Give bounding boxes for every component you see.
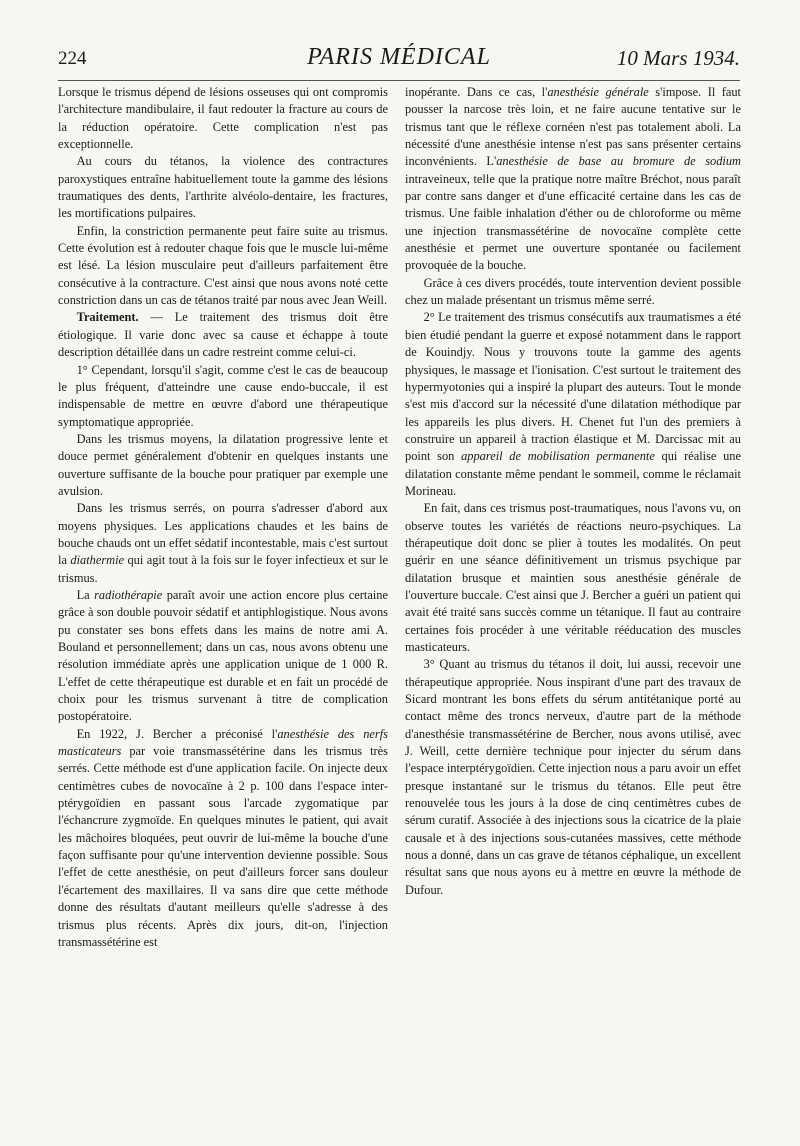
paragraph: Traitement. — Le traitement des trismus doit être étiologique. Il varie donc avec sa cause et échappe à toute description détaillée dans un cadre restreint comme celui-ci. (58, 310, 388, 360)
emphasis: anesthésie générale (547, 85, 649, 99)
running-header (58, 44, 740, 81)
emphasis: diathermie (70, 553, 125, 568)
issue-date: 10 Mars 1934. (616, 46, 740, 70)
emphasis: anesthésie de base au bromure de sodium (496, 154, 741, 169)
paragraph: En fait, dans ces trismus post-traumatiques, nous l'avons vu, on observe toutes les variétés de réactions neuro-psychiques. La thérapeutique doit donc se plier à toutes les modalités. On peut guérir en une séance définitivement un trismus psychique par dilatation brusque et maintien sous anesthésie générale de l'ouverture buccale. C'est ainsi que J. Bercher a guéri un patient qui avait été traité sans succès comme un tétanique. Il faut au contraire certaines fois procéder à une véritable rééducation des muscles masticateurs. (405, 501, 741, 654)
page-number: 224 (58, 48, 87, 69)
paragraph: Au cours du tétanos, la violence des contractures paroxystiques entraîne habituellement toute la gamme des lésions traumatiques des dents, l'arthrite alvéolo-dentaire, les fractures, les mortifications pulpaires. (58, 154, 388, 221)
right-column (405, 84, 741, 899)
section-heading-traitement: Traitement. (76, 310, 139, 325)
emphasis: appareil de mobilisation permanente (461, 449, 655, 464)
paragraph: Dans les trismus moyens, la dilatation progressive lente et douce permet généralement d'obtenir en quelques instants une ouverture suffisante de la bouche pour pratiquer par exemple une avulsion. (58, 431, 388, 498)
left-column (58, 84, 388, 951)
paragraph: Lorsque le trismus dépend de lésions osseuses qui ont compromis l'architecture mandibulaire, il faut redouter la fracture au cours de la réduction opératoire. Cette complication n'est pas exceptionnelle. (58, 85, 388, 152)
paragraph: Enfin, la constriction permanente peut faire suite au trismus. Cette évolution est à redouter chaque fois que le muscle lui-même est lésé. La lésion musculaire peut d'ailleurs parfaitement être consécutive à la contracture. C'est ainsi que nous avons noté cette constriction dans un cas de tétanos traité par nous avec Jean Weill. (58, 223, 388, 308)
emphasis: anesthésie des nerfs masticateurs (58, 726, 389, 759)
paragraph: Grâce à ces divers procédés, toute intervention devient possible chez un malade présentant un trismus même serré. (405, 275, 741, 308)
paragraph: 3° Quant au trismus du tétanos il doit, lui aussi, recevoir une thérapeutique appropriée. Nous inspirant d'une part des travaux de Sicard montrant les bons effets du sérum antitétanique porté au contact même des troncs nerveux, d'autre part de la méthode d'anesthésie transmassétérine de Bercher, nous avons utilisé, avec J. Weill, cette dernière technique pour injecter du sérum dans l'espace interptérygoïdien. Cette injection nous a paru avoir un effet presque instantané sur le trismus du tétanos. Elle peut être renouvelée tous les jours à la dose de cinq centimètres cubes de sérum curatif. Associée à des injections sous la cicatrice de la plaie causale et à des injections sous-cutanées massives, cette méthode nous a donné, dans un cas grave de tétanos céphalique, un excellent résultat sans que nous ayons eu à mettre en œuvre la méthode de Dufour. (405, 657, 741, 897)
paragraph: 1° Cependant, lorsqu'il s'agit, comme c'est le cas de beaucoup le plus fréquent, d'atteindre une cause endo-buccale, il est indispensable de mettre en œuvre d'abord une thérapeutique symptomatique appropriée. (58, 362, 388, 429)
journal-title: PARIS MÉDICAL (307, 44, 491, 70)
paragraph: 2° Le traitement des trismus consécutifs aux traumatismes a été bien étudié pendant la guerre et exposé notamment dans le rapport de Kouindjy. Nous y trouvons toute la gamme des agents physiques, le massage et l'ionisation. C'est surtout le traitement des hypermyotonies qui a inspiré la plupart des auteurs. Tout le monde s'est mis d'accord sur la nécessité d'une dilatation méthodique par les appareils les plus divers. H. Chenet fut l'un des premiers à construire un appareil à traction élastique et M. Darcissac mit au point son appareil de mobilisation permanente qui réalise une dilatation constante même pendant le sommeil, comme le réclamait Morineau. (405, 310, 741, 498)
emphasis: radiothérapie (94, 587, 163, 602)
paragraph: En 1922, J. Bercher a préconisé l'anesthésie des nerfs masticateurs par voie transmassétérine dans les trismus très serrés. Cette méthode est d'une application facile. On injecte deux centimètres cubes de novocaïne à 2 p. 100 dans l'espace inter-ptérygoïdien en passant sous l'arcade zygomatique par l'échancrure zygmoïde. En quelques minutes le patient, qui avait les mâchoires bloquées, peut ouvrir de lui-même la bouche d'une façon suffisante pour qu'une intervention devienne possible. Sous l'effet de cette anesthésie, on peut d'ailleurs forcer sans douleur l'écartement des maxillaires. Il va sans dire que cette méthode donne des résultats d'autant meilleurs qu'elle s'adresse à des trismus plus récents. Après dix jours, dit-on, l'injection transmassétérine est (58, 726, 389, 949)
paragraph: La radiothérapie paraît avoir une action encore plus certaine grâce à son double pouvoir sédatif et antiphlogistique. Nous avons pu constater ses bons effets dans les mains de notre ami A. Bouland et personnellement; dans un cas, nous avons obtenu une résolution immédiate après une application unique de 1 000 R. L'effet de cette thérapeutique est durable et en fait un procédé de choix pour les trismus survenant à titre de complication postopératoire. (58, 587, 389, 724)
paragraph: inopérante. Dans ce cas, l'anesthésie générale s'impose. Il faut pousser la narcose très loin, et ne faire aucune tentative sur le trismus tant que le réflexe cornéen n'est pas totalement aboli. La nécessité d'une anesthésie intense n'est pas sans présenter certains inconvénients. L'anesthésie de base au bromure de sodium intraveineux, telle que la pratique notre maître Bréchot, nous paraît par contre sans danger et d'une efficacité certaine dans les cas de trismus. Une faible inhalation d'éther ou de chloroforme ou même une injection transmassétérine de novocaïne complète cette anesthésie et permet une ouverture spontanée ou facilement provoquée de la bouche. (405, 85, 741, 273)
paragraph: Dans les trismus serrés, on pourra s'adresser d'abord aux moyens physiques. Les applications chaudes et les bains de bouche chauds ont un effet sédatif incontestable, mais c'est surtout la diathermie qui agit tout à la fois sur le foyer infectieux et sur le trismus. (58, 501, 389, 585)
